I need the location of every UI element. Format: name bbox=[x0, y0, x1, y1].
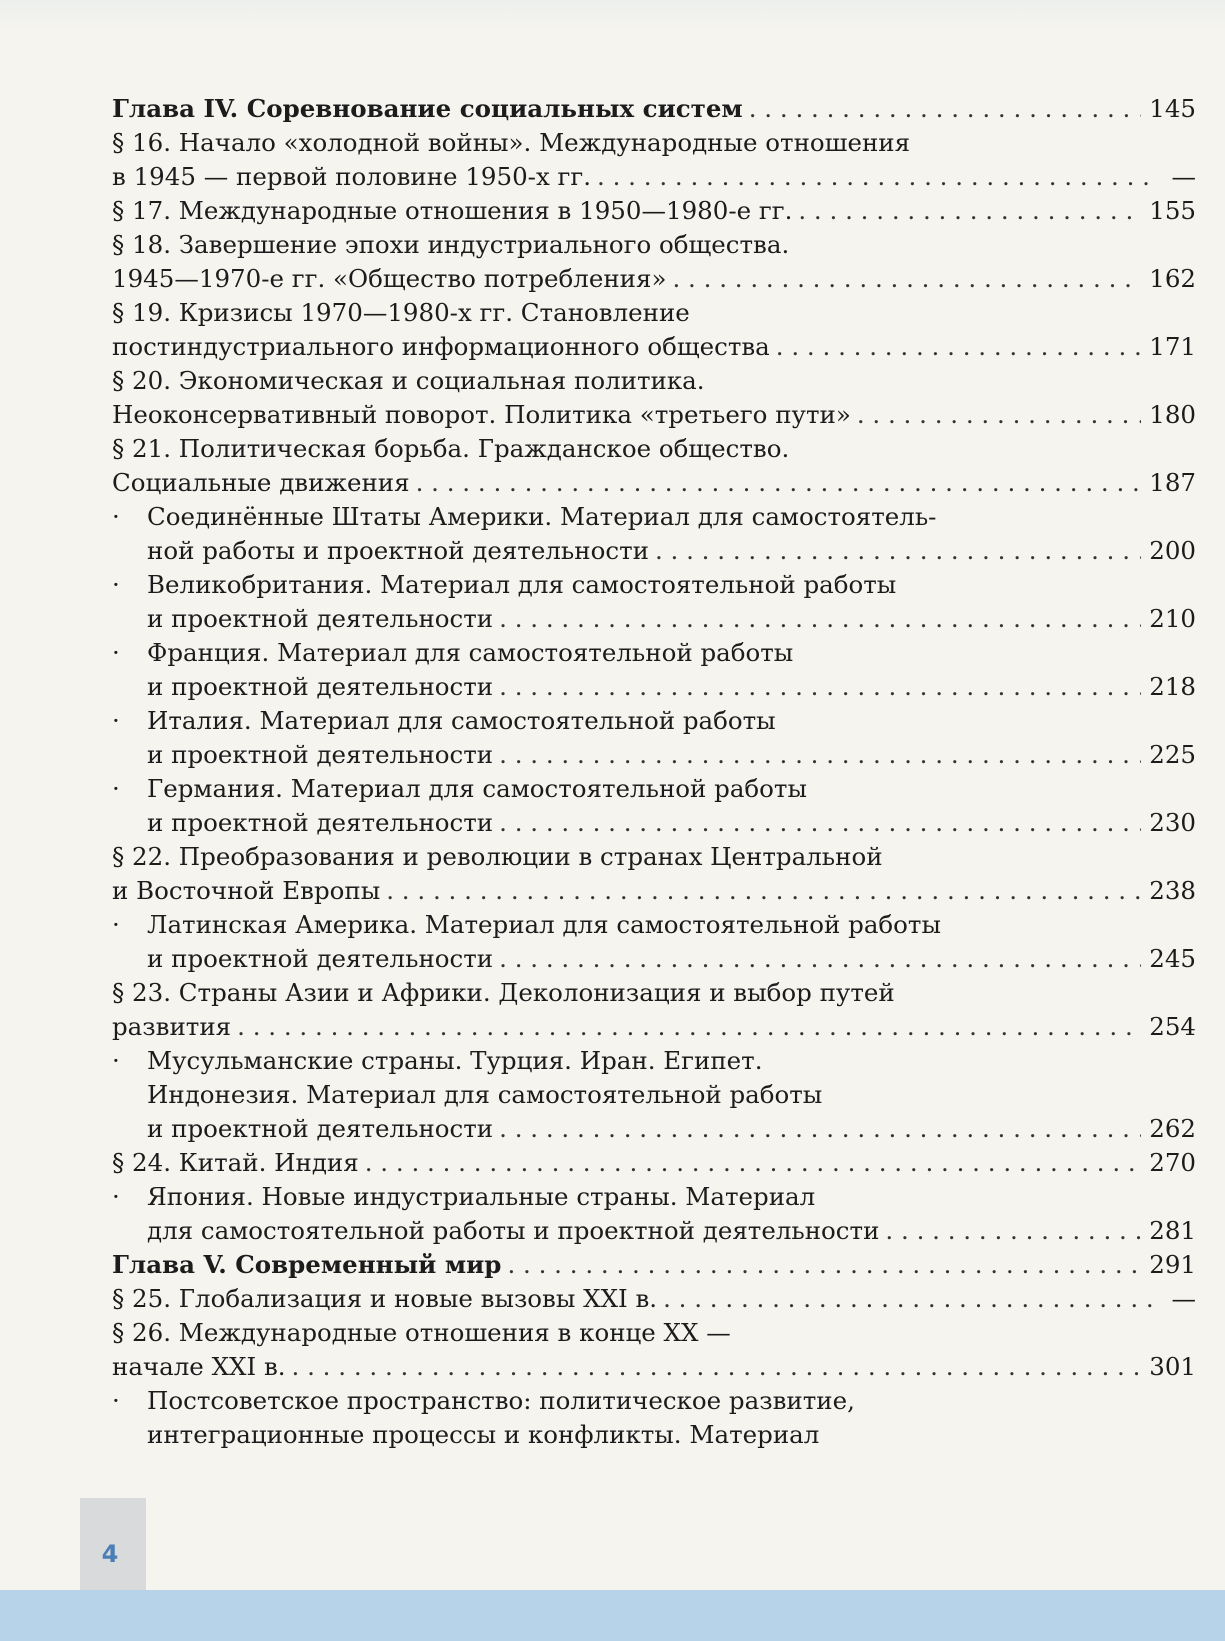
toc-page-number: 218 bbox=[1149, 672, 1196, 701]
toc-line bbox=[112, 840, 1196, 874]
toc-title: и Восточной Европы bbox=[112, 876, 381, 905]
toc-title: § 16. Начало «холодной войны». Международные отношения bbox=[112, 128, 911, 157]
toc-page-number: 155 bbox=[1149, 196, 1196, 225]
toc-title: и проектной деятельности bbox=[147, 1114, 494, 1143]
toc-page-number: 254 bbox=[1149, 1012, 1196, 1041]
dot-leader bbox=[386, 874, 1141, 908]
dot-leader bbox=[857, 398, 1141, 432]
toc-title: Япония. Новые индустриальные страны. Материал bbox=[147, 1182, 816, 1211]
dot-leader bbox=[365, 1146, 1142, 1180]
toc-page-number: 291 bbox=[1149, 1250, 1196, 1279]
toc-page-number: 281 bbox=[1149, 1216, 1196, 1245]
toc-title: и проектной деятельности bbox=[147, 604, 494, 633]
toc-entry bbox=[112, 1146, 1196, 1180]
bullet-icon: · bbox=[112, 1046, 120, 1075]
toc-entry bbox=[112, 1316, 1196, 1384]
dot-leader bbox=[499, 738, 1141, 772]
toc-entry bbox=[112, 194, 1196, 228]
toc-entry bbox=[112, 1044, 1196, 1146]
toc-line bbox=[112, 126, 1196, 160]
bullet-icon: · bbox=[112, 1182, 120, 1211]
toc-title: § 23. Страны Азии и Африки. Деколонизация и выбор путей bbox=[112, 978, 895, 1007]
toc-page-number: 180 bbox=[1149, 400, 1196, 429]
toc-line bbox=[112, 500, 1196, 534]
toc-line bbox=[112, 1180, 1196, 1214]
toc-entry bbox=[112, 1180, 1196, 1248]
toc-title: § 18. Завершение эпохи индустриального общества. bbox=[112, 230, 790, 259]
toc-title: 1945—1970-е гг. «Общество потребления» bbox=[112, 264, 667, 293]
toc-line bbox=[112, 364, 1196, 398]
dot-leader bbox=[672, 262, 1141, 296]
toc-page-number: 187 bbox=[1149, 468, 1196, 497]
toc-page-number: 230 bbox=[1149, 808, 1196, 837]
toc-title: постиндустриального информационного общества bbox=[112, 332, 770, 361]
toc-line bbox=[112, 1418, 1196, 1452]
toc-title: развития bbox=[112, 1012, 232, 1041]
toc-page-number: 262 bbox=[1149, 1114, 1196, 1143]
toc-title: Глава V. Современный мир bbox=[112, 1250, 502, 1279]
bullet-icon: · bbox=[112, 910, 120, 939]
dot-leader bbox=[655, 534, 1141, 568]
toc-title: Латинская Америка. Материал для самостоятельной работы bbox=[147, 910, 941, 939]
toc-title: Италия. Материал для самостоятельной работы bbox=[147, 706, 776, 735]
toc-line bbox=[112, 194, 1196, 228]
toc-title: § 20. Экономическая и социальная политика. bbox=[112, 366, 705, 395]
toc-title: Индонезия. Материал для самостоятельной работы bbox=[147, 1080, 823, 1109]
bullet-icon: · bbox=[112, 774, 120, 803]
toc-line bbox=[112, 1350, 1196, 1384]
toc-title: Глава IV. Соревнование социальных систем bbox=[112, 94, 743, 123]
toc-entry bbox=[112, 1282, 1196, 1316]
toc-title: § 25. Глобализация и новые вызовы XXI в. bbox=[112, 1284, 658, 1313]
toc-title: ной работы и проектной деятельности bbox=[147, 536, 649, 565]
toc-line bbox=[112, 1044, 1196, 1078]
toc-title: Неоконсервативный поворот. Политика «третьего пути» bbox=[112, 400, 851, 429]
toc-line bbox=[112, 636, 1196, 670]
toc-page-number: 200 bbox=[1149, 536, 1196, 565]
toc-line bbox=[112, 432, 1196, 466]
dot-leader bbox=[499, 670, 1141, 704]
toc-title: в 1945 — первой половине 1950-х гг. bbox=[112, 162, 592, 191]
toc-title: Германия. Материал для самостоятельной работы bbox=[147, 774, 807, 803]
dot-leader bbox=[416, 466, 1142, 500]
toc-title: и проектной деятельности bbox=[147, 672, 494, 701]
toc-line bbox=[112, 1384, 1196, 1418]
dot-leader bbox=[499, 1112, 1141, 1146]
toc-entry bbox=[112, 126, 1196, 194]
toc-line bbox=[112, 670, 1196, 704]
dot-leader bbox=[499, 942, 1141, 976]
dot-leader bbox=[776, 330, 1141, 364]
toc-entry bbox=[112, 976, 1196, 1044]
bullet-icon: · bbox=[112, 706, 120, 735]
toc-entry bbox=[112, 364, 1196, 432]
toc-title: Постсоветское пространство: политическое развитие, bbox=[147, 1386, 855, 1415]
toc-page-number: 245 bbox=[1149, 944, 1196, 973]
toc-title: Социальные движения bbox=[112, 468, 410, 497]
toc-title: и проектной деятельности bbox=[147, 944, 494, 973]
bullet-icon: · bbox=[112, 1386, 120, 1415]
toc-title: § 26. Международные отношения в конце XX — bbox=[112, 1318, 731, 1347]
toc-title: § 19. Кризисы 1970—1980-х гг. Становление bbox=[112, 298, 690, 327]
toc-entry bbox=[112, 568, 1196, 636]
toc-title: § 22. Преобразования и революции в странах Центральной bbox=[112, 842, 883, 871]
toc-line bbox=[112, 874, 1196, 908]
table-of-contents bbox=[112, 92, 1196, 1452]
toc-title: § 24. Китай. Индия bbox=[112, 1148, 359, 1177]
toc-line bbox=[112, 466, 1196, 500]
toc-entry bbox=[112, 1384, 1196, 1452]
toc-title: § 21. Политическая борьба. Гражданское общество. bbox=[112, 434, 790, 463]
toc-title: для самостоятельной работы и проектной деятельности bbox=[147, 1216, 880, 1245]
toc-line bbox=[112, 1010, 1196, 1044]
toc-entry bbox=[112, 772, 1196, 840]
toc-page-number: 162 bbox=[1149, 264, 1196, 293]
toc-page-number: 301 bbox=[1149, 1352, 1196, 1381]
dot-leader bbox=[663, 1282, 1158, 1316]
toc-title: Великобритания. Материал для самостоятельной работы bbox=[147, 570, 897, 599]
toc-page-number: — bbox=[1171, 162, 1196, 191]
toc-line bbox=[112, 908, 1196, 942]
page-number: 4 bbox=[101, 1540, 119, 1568]
toc-page-number: 210 bbox=[1149, 604, 1196, 633]
bullet-icon: · bbox=[112, 638, 120, 667]
toc-title: интеграционные процессы и конфликты. Материал bbox=[147, 1420, 820, 1449]
toc-page-number: 145 bbox=[1149, 94, 1196, 123]
toc-line bbox=[112, 1078, 1196, 1112]
dot-leader bbox=[237, 1010, 1141, 1044]
toc-title: Соединённые Штаты Америки. Материал для самостоятель- bbox=[147, 502, 937, 531]
toc-line bbox=[112, 330, 1196, 364]
dot-leader bbox=[597, 160, 1158, 194]
toc-title: Франция. Материал для самостоятельной работы bbox=[147, 638, 794, 667]
dot-leader bbox=[798, 194, 1141, 228]
toc-page-number: 225 bbox=[1149, 740, 1196, 769]
dot-leader bbox=[292, 1350, 1142, 1384]
toc-entry bbox=[112, 636, 1196, 704]
toc-line bbox=[112, 942, 1196, 976]
toc-title: § 17. Международные отношения в 1950—1980-е гг. bbox=[112, 196, 793, 225]
toc-line bbox=[112, 92, 1196, 126]
toc-line bbox=[112, 398, 1196, 432]
dot-leader bbox=[885, 1214, 1141, 1248]
toc-line bbox=[112, 568, 1196, 602]
footer-band bbox=[0, 1590, 1225, 1641]
toc-entry bbox=[112, 500, 1196, 568]
toc-line bbox=[112, 296, 1196, 330]
toc-entry bbox=[112, 432, 1196, 500]
dot-leader bbox=[499, 602, 1141, 636]
top-margin-band bbox=[0, 0, 1225, 28]
toc-page-number: 238 bbox=[1149, 876, 1196, 905]
toc-line bbox=[112, 1248, 1196, 1282]
toc-line bbox=[112, 806, 1196, 840]
toc-line bbox=[112, 704, 1196, 738]
toc-title: начале XXI в. bbox=[112, 1352, 286, 1381]
toc-line bbox=[112, 738, 1196, 772]
toc-title: и проектной деятельности bbox=[147, 740, 494, 769]
dot-leader bbox=[499, 806, 1141, 840]
toc-line bbox=[112, 160, 1196, 194]
toc-line bbox=[112, 262, 1196, 296]
toc-line bbox=[112, 976, 1196, 1010]
bullet-icon: · bbox=[112, 502, 120, 531]
toc-title: и проектной деятельности bbox=[147, 808, 494, 837]
toc-line bbox=[112, 602, 1196, 636]
toc-entry bbox=[112, 296, 1196, 364]
toc-entry bbox=[112, 840, 1196, 908]
toc-entry bbox=[112, 228, 1196, 296]
toc-line bbox=[112, 1112, 1196, 1146]
bullet-icon: · bbox=[112, 570, 120, 599]
toc-line bbox=[112, 1282, 1196, 1316]
toc-line bbox=[112, 534, 1196, 568]
toc-page-number: 270 bbox=[1149, 1148, 1196, 1177]
toc-entry bbox=[112, 704, 1196, 772]
dot-leader bbox=[507, 1248, 1141, 1282]
toc-line bbox=[112, 228, 1196, 262]
toc-entry bbox=[112, 908, 1196, 976]
toc-line bbox=[112, 1214, 1196, 1248]
toc-chapter bbox=[112, 1248, 1196, 1282]
toc-title: Мусульманские страны. Турция. Иран. Египет. bbox=[147, 1046, 763, 1075]
toc-line bbox=[112, 1146, 1196, 1180]
toc-page-number: 171 bbox=[1149, 332, 1196, 361]
toc-page-number: — bbox=[1171, 1284, 1196, 1313]
dot-leader bbox=[749, 92, 1142, 126]
toc-line bbox=[112, 772, 1196, 806]
toc-line bbox=[112, 1316, 1196, 1350]
toc-chapter bbox=[112, 92, 1196, 126]
